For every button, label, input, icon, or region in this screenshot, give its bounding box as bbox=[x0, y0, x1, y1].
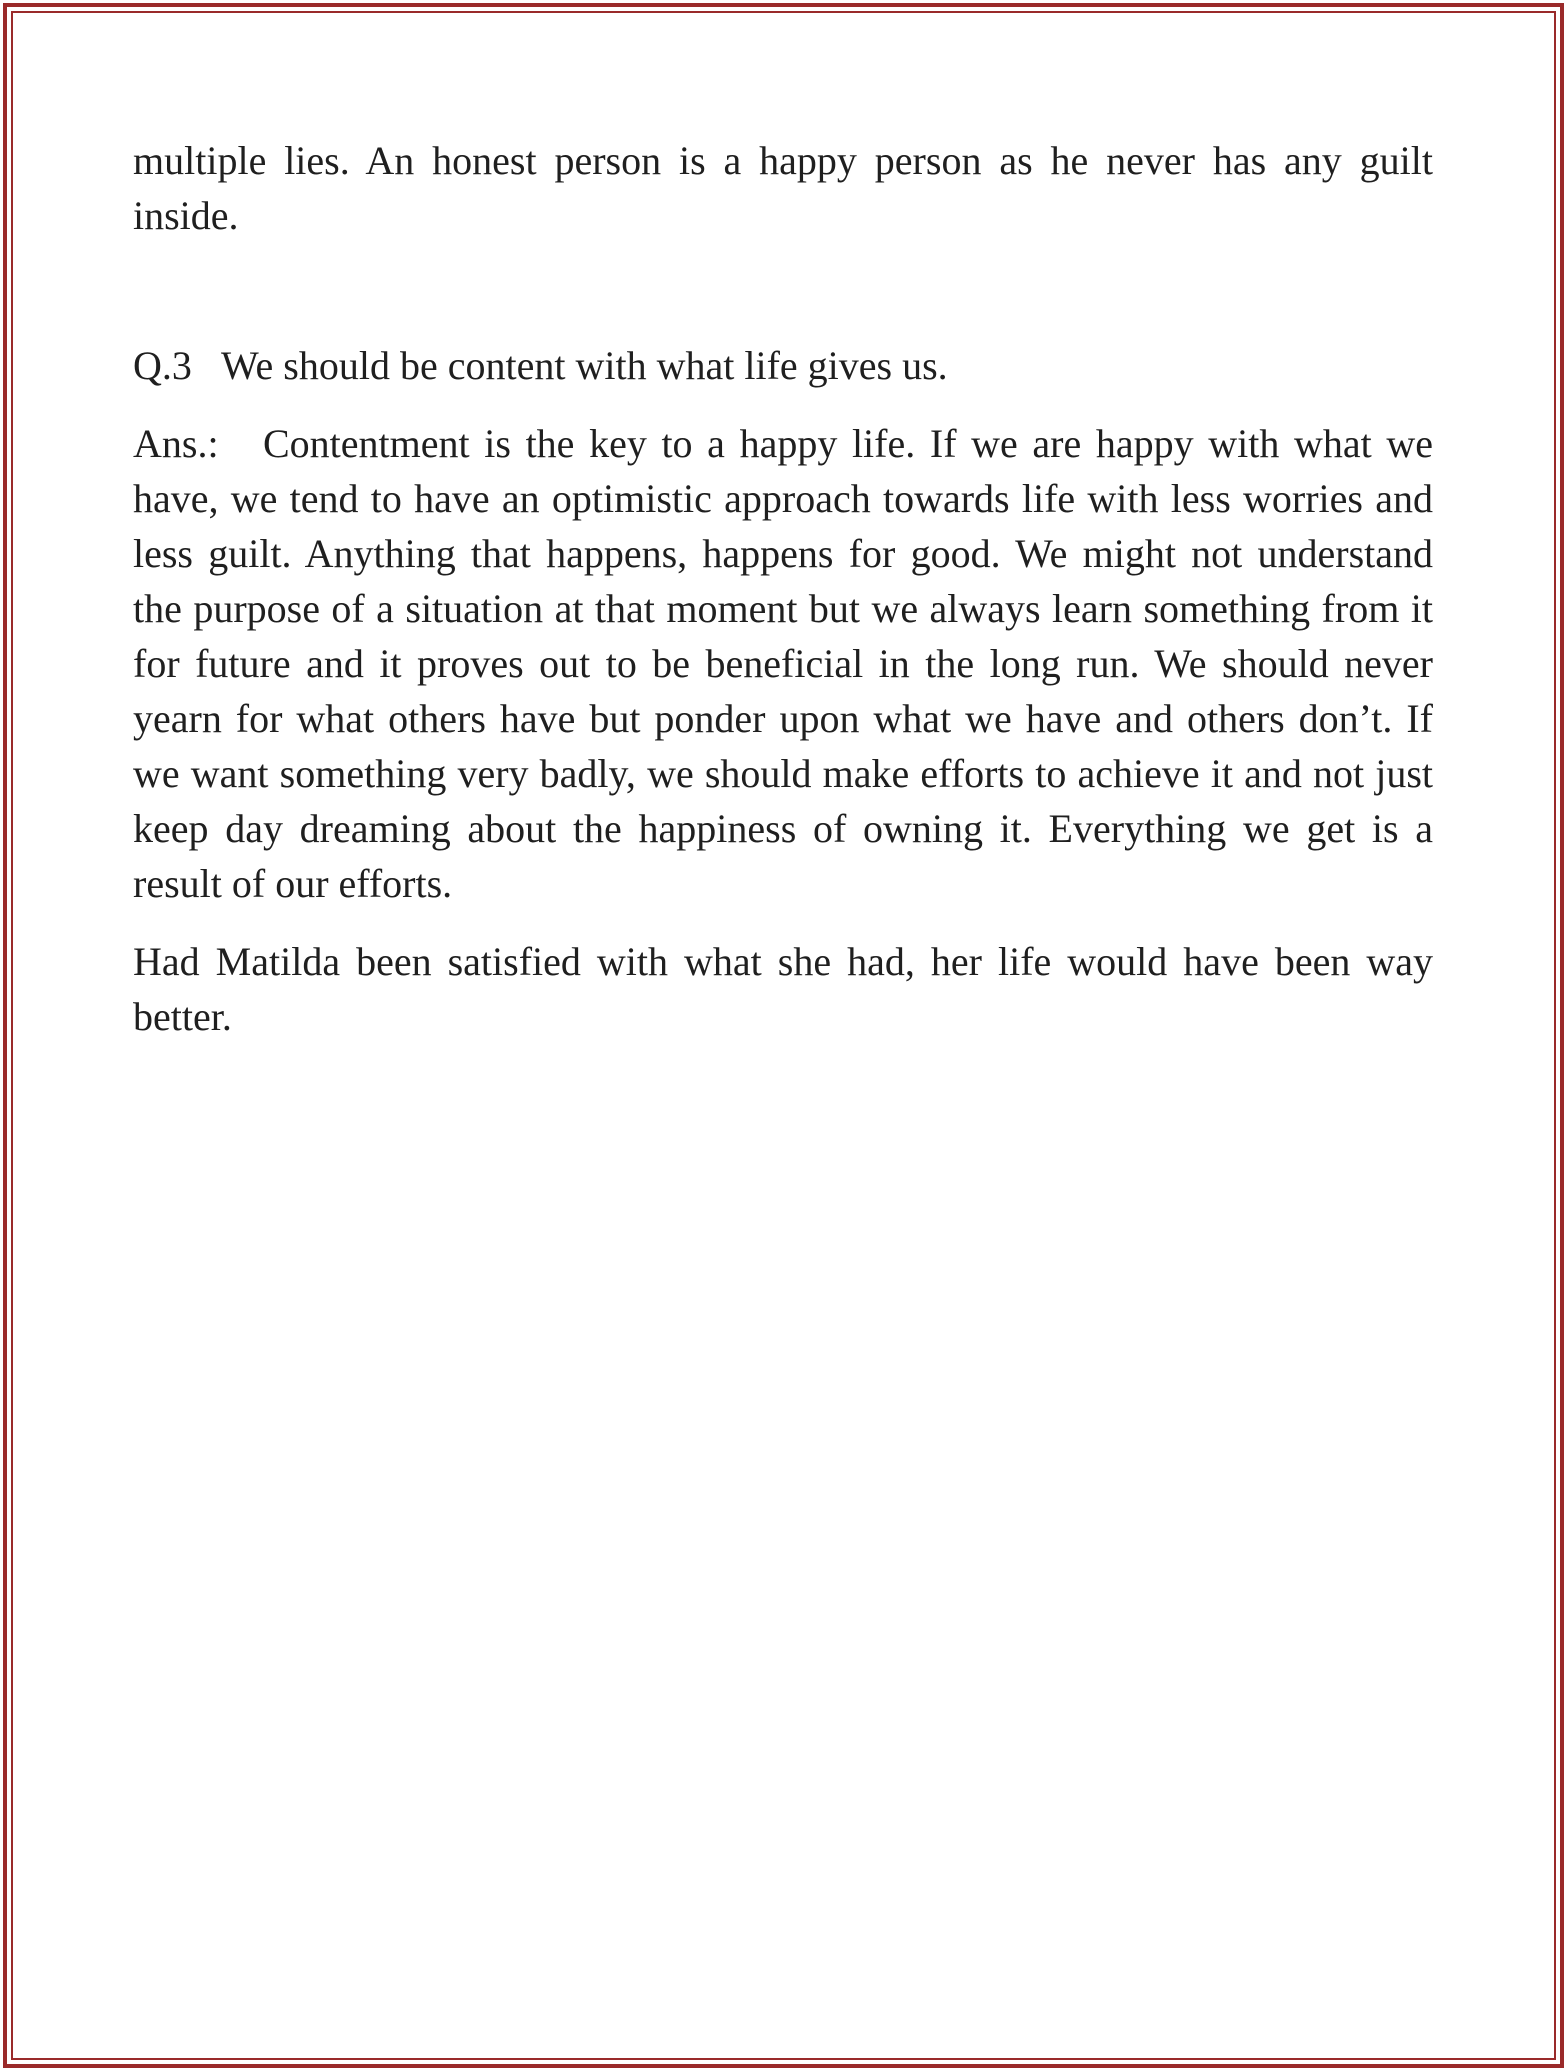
question-text: We should be content with what life gives us. bbox=[221, 343, 948, 388]
answer-3 bbox=[133, 416, 1433, 911]
question-label: Q.3 bbox=[133, 343, 192, 388]
answer-label: Ans.: bbox=[133, 421, 219, 466]
continuation-paragraph: multiple lies. An honest person is a happy person as he never has any guilt inside. bbox=[133, 138, 1433, 238]
document-body bbox=[133, 133, 1433, 1044]
closing-paragraph: Had Matilda been satisfied with what she had, her life would have been way better. bbox=[133, 939, 1433, 1039]
question-3 bbox=[133, 338, 1433, 393]
answer-text: Contentment is the key to a happy life. If we are happy with what we have, we tend to have an optimistic approach towards life with less worries and less guilt. Anything that happens, happens for good. We might not understand the purpose of a situation at that moment but we always learn something from it for future and it proves out to be beneficial in the long run. We should never yearn for what others have but ponder upon what we have and others don’t. If we want something very badly, we should make efforts to achieve it and not just keep day dreaming about the happiness of owning it. Everything we get is a result of our efforts. bbox=[133, 421, 1433, 906]
